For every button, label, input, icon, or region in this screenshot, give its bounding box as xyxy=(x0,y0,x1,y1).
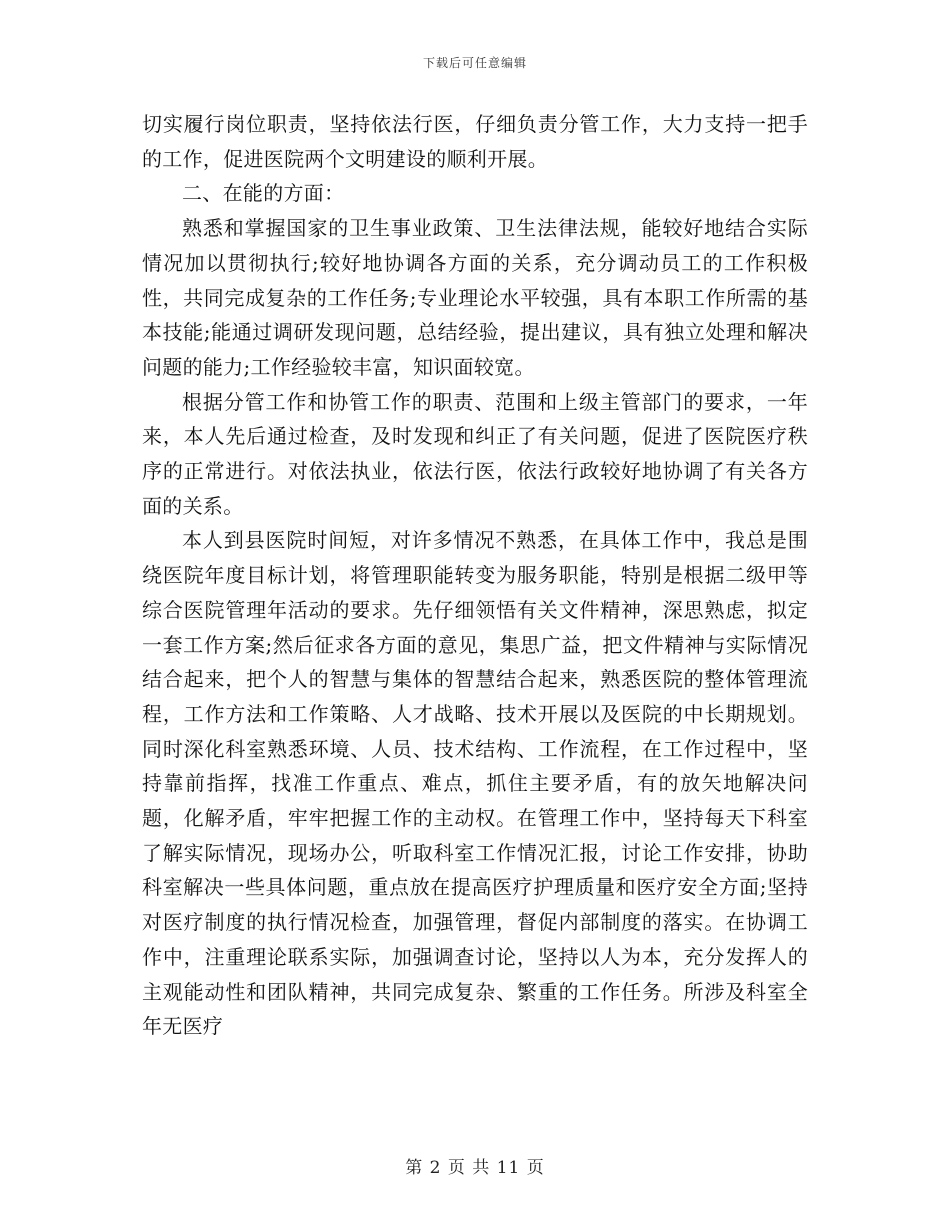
total-pages: 11 xyxy=(496,1158,521,1178)
page-suffix: 页 xyxy=(526,1158,545,1178)
page-mid: 页 共 xyxy=(447,1158,491,1178)
page-header: 下载后可任意编辑 xyxy=(422,56,527,70)
page-prefix: 第 xyxy=(405,1158,424,1178)
document-body xyxy=(142,107,808,1044)
page-footer xyxy=(0,1153,950,1178)
paragraph: 熟悉和掌握国家的卫生事业政策、卫生法律法规，能较好地结合实际情况加以贯彻执行;较好地协调各方面的关系，充分调动员工的工作积极性，共同完成复杂的工作任务;专业理论水平较强，具有本职工作所需的基本技能;能通过调研发现问题，总结经验，提出建议，具有独立处理和解决问题的能力;工作经验较丰富，知识面较宽。 xyxy=(142,216,808,379)
paragraph: 根据分管工作和协管工作的职责、范围和上级主管部门的要求，一年来，本人先后通过检查，及时发现和纠正了有关问题，促进了医院医疗秩序的正常进行。对依法执业，依法行医，依法行政较好地协调了有关各方面的关系。 xyxy=(142,389,808,518)
section-heading: 二、在能的方面： xyxy=(182,181,345,206)
paragraph: 切实履行岗位职责，坚持依法行医，仔细负责分管工作，大力支持一把手的工作，促进医院两个文明建设的顺利开展。 xyxy=(142,112,808,171)
paragraph: 本人到县医院时间短，对许多情况不熟悉，在具体工作中，我总是围绕医院年度目标计划，将管理职能转变为服务职能，特别是根据二级甲等综合医院管理年活动的要求。先仔细领悟有关文件精神，深思熟虑，拟定一套工作方案;然后征求各方面的意见，集思广益，把文件精神与实际情况结合起来，把个人的智慧与集体的智慧结合起来，熟悉医院的整体管理流程，工作方法和工作策略、人才战略、技术开展以及医院的中长期规划。同时深化科室熟悉环境、人员、技术结构、工作流程，在工作过程中，坚持靠前指挥，找准工作重点、难点，抓住主要矛盾，有的放矢地解决问题，化解矛盾，牢牢把握工作的主动权。在管理工作中，坚持每天下科室了解实际情况，现场办公，听取科室工作情况汇报，讨论工作安排，协助科室解决一些具体问题，重点放在提高医疗护理质量和医疗安全方面;坚持对医疗制度的执行情况检查，加强管理，督促内部制度的落实。在协调工作中，注重理论联系实际，加强调查讨论，坚持以人为本，充分发挥人的主观能动性和团队精神，共同完成复杂、繁重的工作任务。所涉及科室全年无医疗 xyxy=(142,528,808,1039)
page-number: 2 xyxy=(429,1158,442,1178)
